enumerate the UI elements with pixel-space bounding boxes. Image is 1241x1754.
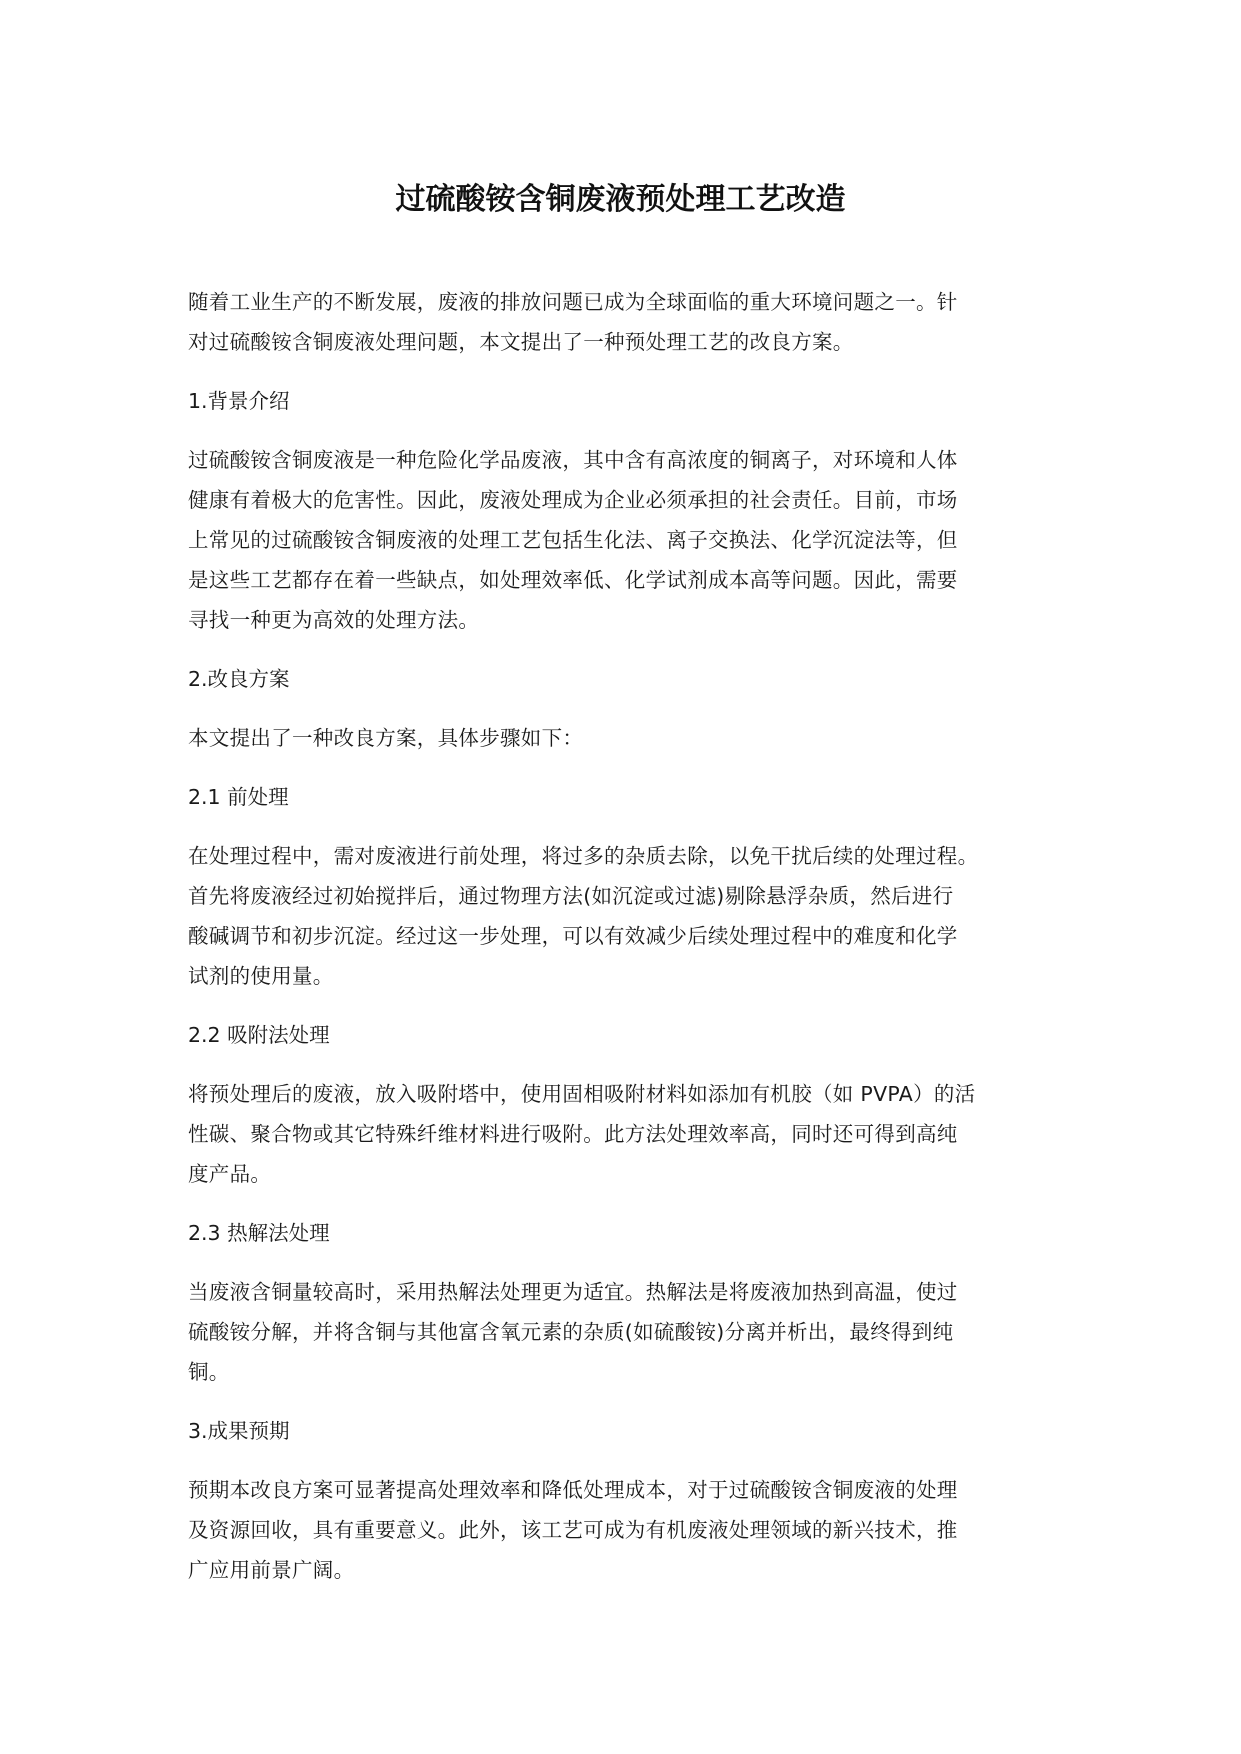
improvement-paragraph	[188, 718, 1068, 758]
paragraph-line: 随着工业生产的不断发展，废液的排放问题已成为全球面临的重大环境问题之一。针	[188, 290, 958, 314]
paragraph-line: 将预处理后的废液，放入吸附塔中，使用固相吸附材料如添加有机胶（如 PVPA）的活	[188, 1082, 976, 1106]
pyrolysis-paragraph	[188, 1272, 1068, 1392]
paragraph-line: 广应用前景广阔。	[188, 1558, 355, 1582]
section-heading-background: 1.背景介绍	[188, 389, 290, 413]
section-heading-adsorption: 2.2 吸附法处理	[188, 1023, 330, 1047]
paragraph-line: 铜。	[188, 1360, 230, 1384]
paragraph-line: 是这些工艺都存在着一些缺点，如处理效率低、化学试剂成本高等问题。因此，需要	[188, 568, 958, 592]
paragraph-line: 过硫酸铵含铜废液是一种危险化学品废液，其中含有高浓度的铜离子，对环境和人体	[188, 448, 958, 472]
section-heading-expected-results: 3.成果预期	[188, 1419, 290, 1443]
paragraph-line: 对过硫酸铵含铜废液处理问题，本文提出了一种预处理工艺的改良方案。	[188, 330, 854, 354]
document-body	[188, 282, 1068, 1609]
section-heading-pyrolysis: 2.3 热解法处理	[188, 1221, 330, 1245]
background-paragraph	[188, 440, 1068, 640]
section-heading-pretreatment: 2.1 前处理	[188, 785, 289, 809]
paragraph-line: 硫酸铵分解，并将含铜与其他富含氧元素的杂质(如硫酸铵)分离并析出，最终得到纯	[188, 1320, 954, 1344]
paragraph-line: 性碳、聚合物或其它特殊纤维材料进行吸附。此方法处理效率高，同时还可得到高纯	[188, 1122, 958, 1146]
paragraph-line: 试剂的使用量。	[188, 964, 334, 988]
paragraph-line: 酸碱调节和初步沉淀。经过这一步处理，可以有效减少后续处理过程中的难度和化学	[188, 924, 958, 948]
paragraph-line: 上常见的过硫酸铵含铜废液的处理工艺包括生化法、离子交换法、化学沉淀法等，但	[188, 528, 958, 552]
section-heading-improvement: 2.改良方案	[188, 667, 290, 691]
paragraph-line: 及资源回收，具有重要意义。此外，该工艺可成为有机废液处理领域的新兴技术，推	[188, 1518, 958, 1542]
pretreatment-paragraph	[188, 836, 1068, 996]
paragraph-line: 在处理过程中，需对废液进行前处理，将过多的杂质去除，以免干扰后续的处理过程。	[188, 844, 979, 868]
paragraph-line: 健康有着极大的危害性。因此，废液处理成为企业必须承担的社会责任。目前，市场	[188, 488, 958, 512]
adsorption-paragraph	[188, 1074, 1068, 1194]
paragraph-line: 度产品。	[188, 1162, 272, 1186]
paragraph-line: 预期本改良方案可显著提高处理效率和降低处理成本，对于过硫酸铵含铜废液的处理	[188, 1478, 958, 1502]
paragraph-line: 首先将废液经过初始搅拌后，通过物理方法(如沉淀或过滤)剔除悬浮杂质，然后进行	[188, 884, 954, 908]
expected-results-paragraph	[188, 1470, 1068, 1590]
paragraph-line: 寻找一种更为高效的处理方法。	[188, 608, 480, 632]
intro-paragraph	[188, 282, 1068, 362]
document-title: 过硫酸铵含铜废液预处理工艺改造	[395, 182, 846, 217]
paragraph-line: 本文提出了一种改良方案，具体步骤如下：	[188, 726, 584, 750]
paragraph-line: 当废液含铜量较高时，采用热解法处理更为适宜。热解法是将废液加热到高温，使过	[188, 1280, 958, 1304]
